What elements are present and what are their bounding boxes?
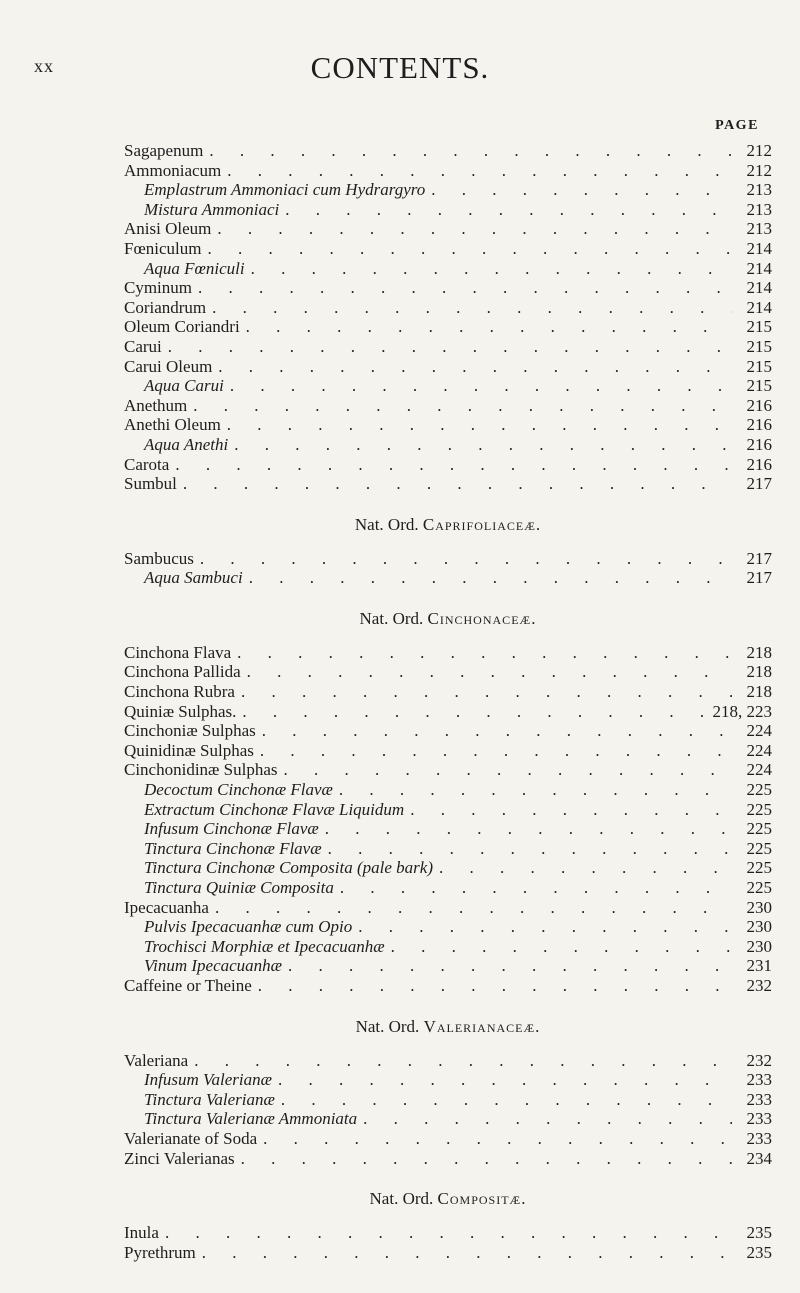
toc-entry	[124, 298, 772, 318]
section-heading-prefix: Nat. Ord.	[359, 608, 424, 628]
toc-entry-page: 232	[746, 975, 772, 995]
toc-entry	[124, 549, 772, 569]
toc-entry-title: Sumbul	[124, 474, 177, 494]
toc-entry	[124, 396, 772, 416]
toc-entry-page: 224	[746, 760, 772, 780]
toc-entry-title: Tinctura Cinchonæ Composita (pale bark)	[144, 858, 433, 878]
toc-entry-page: 212	[746, 141, 772, 160]
section-heading-prefix: Nat. Ord.	[369, 1189, 434, 1209]
toc-entry	[124, 455, 772, 475]
toc-entry-page: 235	[746, 1242, 772, 1262]
toc-entry	[124, 800, 772, 820]
toc-entry	[124, 1129, 772, 1149]
dot-leader	[258, 976, 732, 996]
dot-leader	[283, 760, 732, 780]
dot-leader	[246, 317, 732, 337]
toc-entry-page: 218	[746, 662, 772, 682]
toc-entry	[124, 682, 772, 702]
toc-entry-title: Anisi Oleum	[124, 219, 212, 239]
toc-entry-title: Fœniculum	[124, 238, 202, 258]
toc-entry	[124, 956, 772, 976]
toc-entry	[124, 878, 772, 898]
dot-leader	[262, 721, 732, 741]
toc-entry-page: 225	[746, 780, 772, 800]
section-heading-order: Valerianaceæ.	[423, 1016, 541, 1036]
page-number-roman: xx	[34, 56, 54, 76]
toc-entry-title: Aqua Sambuci	[144, 568, 243, 588]
toc-entry	[124, 1090, 772, 1110]
dot-leader	[263, 1129, 732, 1149]
toc-entry-title: Tinctura Quiniæ Composita	[144, 878, 334, 897]
toc-entry-title: Pyrethrum	[124, 1242, 196, 1262]
dot-leader	[202, 1243, 732, 1263]
toc-entry-title: Anethum	[124, 395, 188, 415]
toc-entry-title: Quiniæ Sulphas.	[124, 701, 237, 721]
toc-entry-page: 225	[746, 799, 772, 819]
toc-entry-title: Aqua Fœniculi	[144, 258, 245, 278]
toc-entry-title: Vinum Ipecacuanhæ	[144, 956, 283, 976]
toc-entry-title: Extractum Cinchonæ Flavæ Liquidum	[144, 799, 405, 819]
toc-entry-title: Sagapenum	[124, 141, 204, 160]
toc-entry-page: 233	[746, 1070, 772, 1090]
toc-entry-page: 232	[746, 1050, 772, 1070]
dot-leader	[391, 937, 732, 957]
dot-leader	[281, 1090, 732, 1110]
toc-entry-page: 231	[746, 956, 772, 976]
toc-entry-page: 213	[746, 219, 772, 239]
page-header	[0, 50, 800, 90]
dot-leader	[325, 819, 732, 839]
dot-leader	[431, 180, 732, 200]
toc-entry-page: 230	[746, 897, 772, 917]
dot-leader	[183, 474, 732, 494]
page-column-label: PAGE	[715, 118, 759, 133]
toc-entry-title: Trochisci Morphiæ et Ipecacuanhæ	[144, 936, 385, 956]
dot-leader	[193, 396, 732, 416]
toc-entry-title: Quinidinæ Sulphas	[124, 740, 254, 760]
dot-leader	[363, 1109, 732, 1129]
toc-entry-title: Oleum Coriandri	[124, 317, 240, 337]
toc-entry-page: 216	[746, 434, 772, 454]
toc-entry	[124, 317, 772, 337]
toc-entry-page: 217	[746, 568, 772, 588]
dot-leader	[410, 800, 732, 820]
dot-leader	[285, 200, 732, 220]
toc-entry-page: 214	[746, 258, 772, 278]
dot-leader	[227, 161, 732, 181]
toc-entry	[124, 357, 772, 377]
toc-entry-title: Cinchona Flava	[124, 642, 232, 662]
dot-leader	[249, 568, 732, 588]
toc-entry-page: 216	[746, 454, 772, 474]
toc-entry-title: Mistura Ammoniaci	[144, 199, 280, 219]
toc-entry-page: 225	[746, 858, 772, 878]
toc-entry-title: Tinctura Valerianæ Ammoniata	[144, 1109, 358, 1129]
dot-leader	[165, 1223, 732, 1243]
toc-entry	[124, 858, 772, 878]
toc-entry-page: 217	[746, 474, 772, 494]
dot-leader	[328, 839, 732, 859]
toc-entry-title: Cinchona Rubra	[124, 682, 235, 702]
toc-entry	[124, 337, 772, 357]
section-heading	[124, 513, 772, 537]
section-heading-order: Compositæ.	[437, 1189, 527, 1209]
toc-entry-page: 234	[746, 1148, 772, 1168]
toc-entry-title: Ipecacuanha	[124, 897, 209, 917]
toc-entry	[124, 1051, 772, 1071]
toc-entry	[124, 1109, 772, 1129]
dot-leader	[218, 357, 732, 377]
toc-entry	[124, 278, 772, 298]
page-title: CONTENTS.	[310, 50, 490, 85]
toc-entry-page: 224	[746, 740, 772, 760]
toc-entry-page: 217	[746, 548, 772, 568]
toc-entry	[124, 259, 772, 279]
dot-leader	[247, 662, 732, 682]
dot-leader	[215, 898, 732, 918]
toc-entry	[124, 819, 772, 839]
toc-entry-page: 214	[746, 297, 772, 317]
toc-entry-page: 216	[746, 395, 772, 415]
toc-entry	[124, 219, 772, 239]
dot-leader	[217, 219, 732, 239]
section-heading	[124, 1187, 772, 1211]
dot-leader	[358, 917, 732, 937]
toc-entry-page: 214	[746, 278, 772, 298]
toc-entry-page: 225	[746, 838, 772, 858]
section-heading-order: Caprifoliaceæ.	[422, 514, 542, 534]
toc-entry-page: 230	[746, 936, 772, 956]
toc-entry-page: 218, 223	[712, 701, 772, 721]
toc-entry	[124, 435, 772, 455]
dot-leader	[288, 956, 732, 976]
toc-entry-title: Inula	[124, 1223, 159, 1243]
toc-entry	[124, 141, 772, 161]
toc-entry	[124, 200, 772, 220]
toc-entry	[124, 721, 772, 741]
dot-leader	[439, 858, 732, 878]
toc-entry	[124, 474, 772, 494]
toc-entry-title: Sambucus	[124, 548, 194, 568]
toc-entry-title: Decoctum Cinchonæ Flavæ	[144, 780, 333, 800]
toc-entry-title: Cinchoniæ Sulphas	[124, 721, 256, 741]
toc-entry-page: 215	[746, 336, 772, 356]
dot-leader	[241, 1149, 732, 1169]
toc-entry-page: 213	[746, 199, 772, 219]
toc-entry-title: Aqua Carui	[144, 376, 224, 396]
toc-entry	[124, 702, 772, 722]
dot-leader	[278, 1070, 732, 1090]
toc-entry	[124, 976, 772, 996]
toc-entry-page: 233	[746, 1089, 772, 1109]
toc-entry-page: 230	[746, 917, 772, 937]
toc-entry-page: 218	[746, 682, 772, 702]
toc-entry-page: 215	[746, 376, 772, 396]
section-heading	[124, 1015, 772, 1039]
toc-entry	[124, 741, 772, 761]
toc-entry-page: 216	[746, 415, 772, 435]
toc-entry-title: Emplastrum Ammoniaci cum Hydrargyro	[144, 180, 426, 200]
dot-leader	[227, 415, 732, 435]
toc-entry	[124, 898, 772, 918]
dot-leader	[209, 141, 732, 161]
dot-leader	[251, 259, 732, 279]
toc-entry-title: Infusum Cinchonæ Flavæ	[144, 819, 319, 839]
section-heading-prefix: Nat. Ord.	[354, 514, 419, 534]
toc-entry-title: Coriandrum	[124, 297, 207, 317]
dot-leader	[212, 298, 732, 318]
dot-leader	[168, 337, 732, 357]
toc-entry	[124, 180, 772, 200]
dot-leader	[260, 741, 732, 761]
toc-entry-title: Valerianate of Soda	[124, 1128, 258, 1148]
toc-entry-title: Carui	[124, 336, 162, 356]
toc-entry	[124, 643, 772, 663]
toc-entry-title: Tinctura Valerianæ	[144, 1089, 275, 1109]
toc-entry	[124, 1243, 772, 1263]
toc-entry	[124, 1149, 772, 1169]
dot-leader	[339, 780, 732, 800]
section-heading-order: Cinchonaceæ.	[427, 608, 537, 628]
dot-leader	[175, 455, 732, 475]
toc-entry	[124, 415, 772, 435]
dot-leader	[198, 278, 732, 298]
toc-entry-page: 215	[746, 317, 772, 337]
dot-leader	[234, 435, 732, 455]
toc-entry-title: Cinchonidinæ Sulphas	[124, 760, 278, 780]
toc-entry-title: Valeriana	[124, 1050, 189, 1070]
section-heading	[124, 607, 772, 631]
toc-entry-title: Infusum Valerianæ	[144, 1070, 272, 1090]
toc-entry	[124, 937, 772, 957]
toc-entry-title: Cinchona Pallida	[124, 662, 241, 682]
dot-leader	[207, 239, 732, 259]
toc-entry	[124, 662, 772, 682]
toc-entry-title: Caffeine or Theine	[124, 975, 252, 995]
dot-leader	[194, 1051, 732, 1071]
toc-entry	[124, 239, 772, 259]
toc-entry	[124, 1070, 772, 1090]
dot-leader	[340, 878, 732, 898]
dot-leader	[230, 376, 732, 396]
toc-entry	[124, 917, 772, 937]
toc-entry-page: 215	[746, 356, 772, 376]
toc-entry-page: 233	[746, 1109, 772, 1129]
toc-entry-title: Cyminum	[124, 278, 193, 298]
toc-entry-page: 225	[746, 819, 772, 839]
toc-entry-title: Tinctura Cinchonæ Flavæ	[144, 838, 322, 858]
toc-entry-page: 233	[746, 1128, 772, 1148]
toc-entry-page: 212	[746, 160, 772, 180]
contents-list	[124, 141, 772, 1262]
toc-entry-page: 213	[746, 180, 772, 200]
toc-entry	[124, 376, 772, 396]
toc-entry-title: Zinci Valerianas	[124, 1148, 235, 1168]
toc-entry-title: Ammoniacum	[124, 160, 222, 180]
toc-entry	[124, 161, 772, 181]
dot-leader	[242, 702, 708, 722]
toc-entry	[124, 1223, 772, 1243]
toc-entry-title: Carota	[124, 454, 170, 474]
toc-entry	[124, 760, 772, 780]
toc-entry-page: 235	[746, 1223, 772, 1243]
toc-entry	[124, 568, 772, 588]
toc-entry-page: 224	[746, 721, 772, 741]
toc-entry-title: Anethi Oleum	[124, 415, 221, 435]
toc-entry	[124, 839, 772, 859]
toc-entry	[124, 780, 772, 800]
toc-entry-title: Pulvis Ipecacuanhæ cum Opio	[144, 917, 353, 937]
dot-leader	[200, 549, 732, 569]
toc-entry-page: 218	[746, 642, 772, 662]
toc-entry-title: Aqua Anethi	[144, 434, 229, 454]
toc-entry-title: Carui Oleum	[124, 356, 213, 376]
dot-leader	[237, 643, 732, 663]
section-heading-prefix: Nat. Ord.	[355, 1016, 420, 1036]
toc-entry-page: 225	[746, 878, 772, 897]
toc-entry-page: 214	[746, 238, 772, 258]
dot-leader	[241, 682, 732, 702]
